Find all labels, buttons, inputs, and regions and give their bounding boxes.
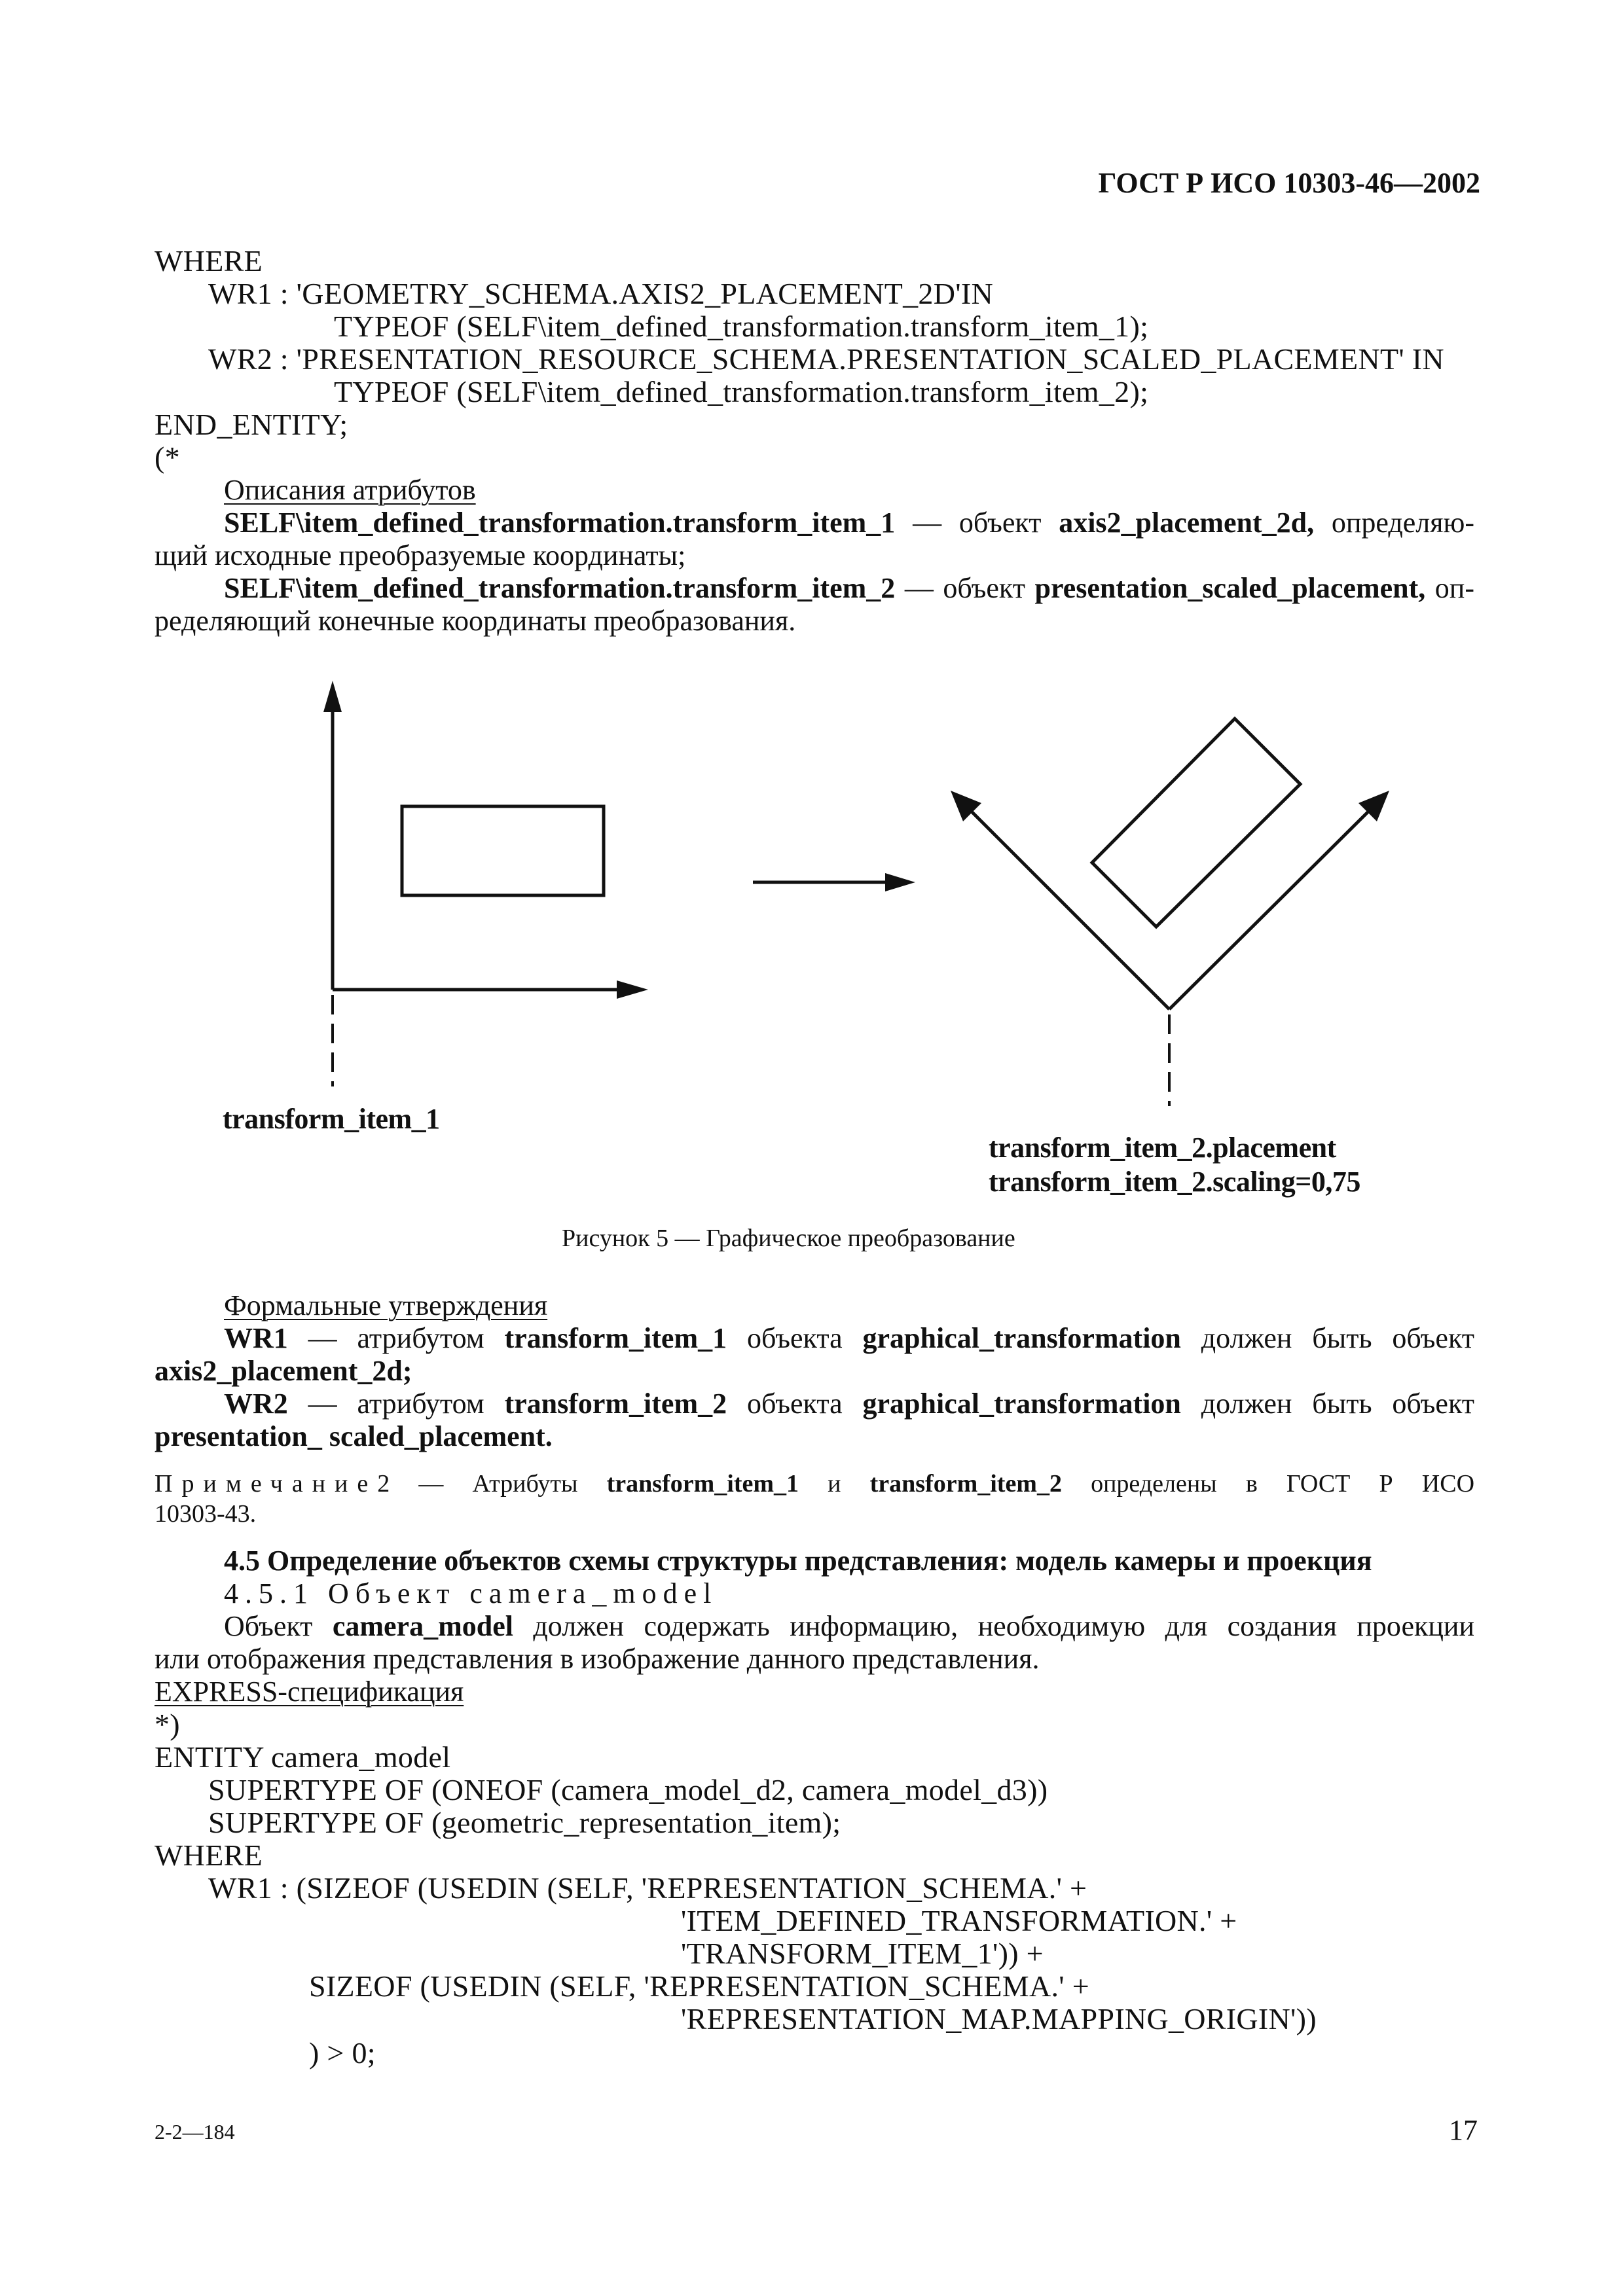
figure-caption: Рисунок 5 — Графическое преобразование bbox=[562, 1225, 1015, 1252]
code2-wr1-line6: ) > 0; bbox=[309, 2036, 376, 2070]
code2-wr1-line5: 'REPRESENTATION_MAP.MAPPING_ORIGIN')) bbox=[681, 2002, 1317, 2036]
note-attr1: transform_item_1 bbox=[606, 1470, 799, 1498]
code-wr2-line2: TYPEOF (SELF\item_defined_transformation.transform_item_2); bbox=[334, 375, 1149, 408]
formal-wr2-t1: — атрибутом bbox=[287, 1388, 505, 1420]
section-p1-object: camera_model bbox=[332, 1610, 513, 1642]
code2-entity: ENTITY camera_model bbox=[155, 1740, 451, 1774]
right-axis-right bbox=[1169, 809, 1371, 1009]
attribute-2-line1 bbox=[224, 572, 1474, 605]
code2-where: WHERE bbox=[155, 1839, 263, 1872]
code-where: WHERE bbox=[155, 244, 263, 278]
formal-wr1-line2: axis2_placement_2d; bbox=[155, 1355, 412, 1387]
express-spec-heading: EXPRESS-спецификация bbox=[155, 1676, 464, 1708]
figure-label-right-scaling: transform_item_2.scaling=0,75 bbox=[989, 1166, 1360, 1198]
transform-arrowhead bbox=[885, 873, 915, 891]
section-heading: 4.5 Определение объектов схемы структуры представления: модель камеры и проекция bbox=[224, 1545, 1372, 1577]
note-line1 bbox=[155, 1469, 1474, 1499]
section-paragraph-line1 bbox=[224, 1610, 1474, 1643]
code2-wr1-line2: 'ITEM_DEFINED_TRANSFORMATION.' + bbox=[681, 1904, 1237, 1937]
formal-wr2-attr: transform_item_2 bbox=[504, 1388, 727, 1420]
formal-wr1-line1 bbox=[224, 1322, 1474, 1355]
figure-label-left: transform_item_1 bbox=[223, 1103, 440, 1135]
attribute-2-line2: ределяющий конечные координаты преобразования. bbox=[155, 605, 796, 637]
formal-wr1-entity: graphical_transformation bbox=[862, 1322, 1181, 1354]
formal-wr2-t3: должен быть объект bbox=[1180, 1388, 1474, 1420]
formal-heading: Формальные утверждения bbox=[224, 1289, 548, 1321]
code-close-comment: *) bbox=[155, 1708, 180, 1741]
footer-signature: 2-2—184 bbox=[155, 2120, 235, 2144]
attribute-1-name: SELF\item_defined_transformation.transform_item_1 bbox=[224, 507, 896, 539]
code-open-comment: (* bbox=[155, 440, 180, 474]
formal-wr1-t1: — атрибутом bbox=[287, 1322, 505, 1354]
formal-wr2-label: WR2 bbox=[224, 1388, 288, 1420]
figure-label-right-placement: transform_item_2.placement bbox=[989, 1132, 1336, 1164]
code2-supertype-2: SUPERTYPE OF (geometric_representation_item); bbox=[208, 1806, 841, 1839]
formal-wr2-t2: объекта bbox=[727, 1388, 863, 1420]
formal-wr2-entity: graphical_transformation bbox=[862, 1388, 1181, 1420]
code-wr1-line2: TYPEOF (SELF\item_defined_transformation.transform_item_1); bbox=[334, 310, 1149, 343]
section-p1-start: Объект bbox=[224, 1610, 333, 1642]
left-rectangle bbox=[402, 806, 604, 895]
note-attr2: transform_item_2 bbox=[869, 1470, 1062, 1498]
attributes-heading: Описания атрибутов bbox=[224, 474, 476, 506]
code2-supertype-1: SUPERTYPE OF (ONEOF (camera_model_d2, camera_model_d3)) bbox=[208, 1773, 1048, 1806]
section-paragraph-line2: или отображения представления в изображение данного представления. bbox=[155, 1643, 1040, 1675]
code2-wr1-line4: SIZEOF (USEDIN (SELF, 'REPRESENTATION_SCHEMA.' + bbox=[309, 1969, 1089, 2003]
attribute-2-name: SELF\item_defined_transformation.transform_item_2 bbox=[224, 572, 896, 604]
formal-wr1-label: WR1 bbox=[224, 1322, 288, 1354]
section-p1-rest: должен содержать информацию, необходимую для создания проекции bbox=[513, 1610, 1475, 1642]
note-num: 2 — Атрибуты bbox=[377, 1470, 607, 1498]
attribute-1-mid: — объект bbox=[895, 507, 1059, 539]
note-label: Примечание bbox=[155, 1470, 378, 1498]
code-wr1-line1: WR1 : 'GEOMETRY_SCHEMA.AXIS2_PLACEMENT_2D'IN bbox=[208, 277, 993, 310]
attribute-2-object: presentation_scaled_placement, bbox=[1034, 572, 1426, 604]
right-rotated-rectangle bbox=[1092, 719, 1300, 927]
page-number: 17 bbox=[1449, 2114, 1478, 2146]
formal-wr2-line1 bbox=[224, 1388, 1474, 1420]
note-tail: определены в ГОСТ Р ИСО bbox=[1061, 1470, 1475, 1498]
attribute-1-object: axis2_placement_2d, bbox=[1059, 507, 1315, 539]
code-end-entity: END_ENTITY; bbox=[155, 408, 348, 441]
subsection-heading: 4.5.1 Объект camera_model bbox=[224, 1577, 718, 1609]
code-wr2-line1: WR2 : 'PRESENTATION_RESOURCE_SCHEMA.PRESENTATION_SCALED_PLACEMENT' IN bbox=[208, 342, 1444, 376]
attribute-1-tail: определяю- bbox=[1314, 507, 1474, 539]
figure-5-diagram bbox=[0, 655, 1623, 1152]
left-y-axis-arrowhead bbox=[323, 681, 342, 712]
document-id-header: ГОСТ Р ИСО 10303-46—2002 bbox=[1098, 167, 1480, 199]
code2-wr1-line3: 'TRANSFORM_ITEM_1')) + bbox=[681, 1937, 1044, 1970]
note-and: и bbox=[799, 1470, 870, 1498]
attribute-1-line2: щий исходные преобразуемые координаты; bbox=[155, 539, 686, 571]
note-line2: 10303-43. bbox=[155, 1500, 257, 1528]
formal-wr1-t2: объекта bbox=[727, 1322, 863, 1354]
attribute-2-tail: оп- bbox=[1425, 572, 1474, 604]
code2-wr1-line1: WR1 : (SIZEOF (USEDIN (SELF, 'REPRESENTATION_SCHEMA.' + bbox=[208, 1871, 1087, 1905]
formal-wr1-t3: должен быть объект bbox=[1180, 1322, 1474, 1354]
left-x-axis-arrowhead bbox=[617, 980, 648, 999]
formal-wr1-attr: transform_item_1 bbox=[504, 1322, 727, 1354]
attribute-2-mid: — объект bbox=[895, 572, 1035, 604]
attribute-1-line1 bbox=[224, 507, 1474, 539]
formal-wr2-line2: presentation_ scaled_placement. bbox=[155, 1420, 553, 1452]
